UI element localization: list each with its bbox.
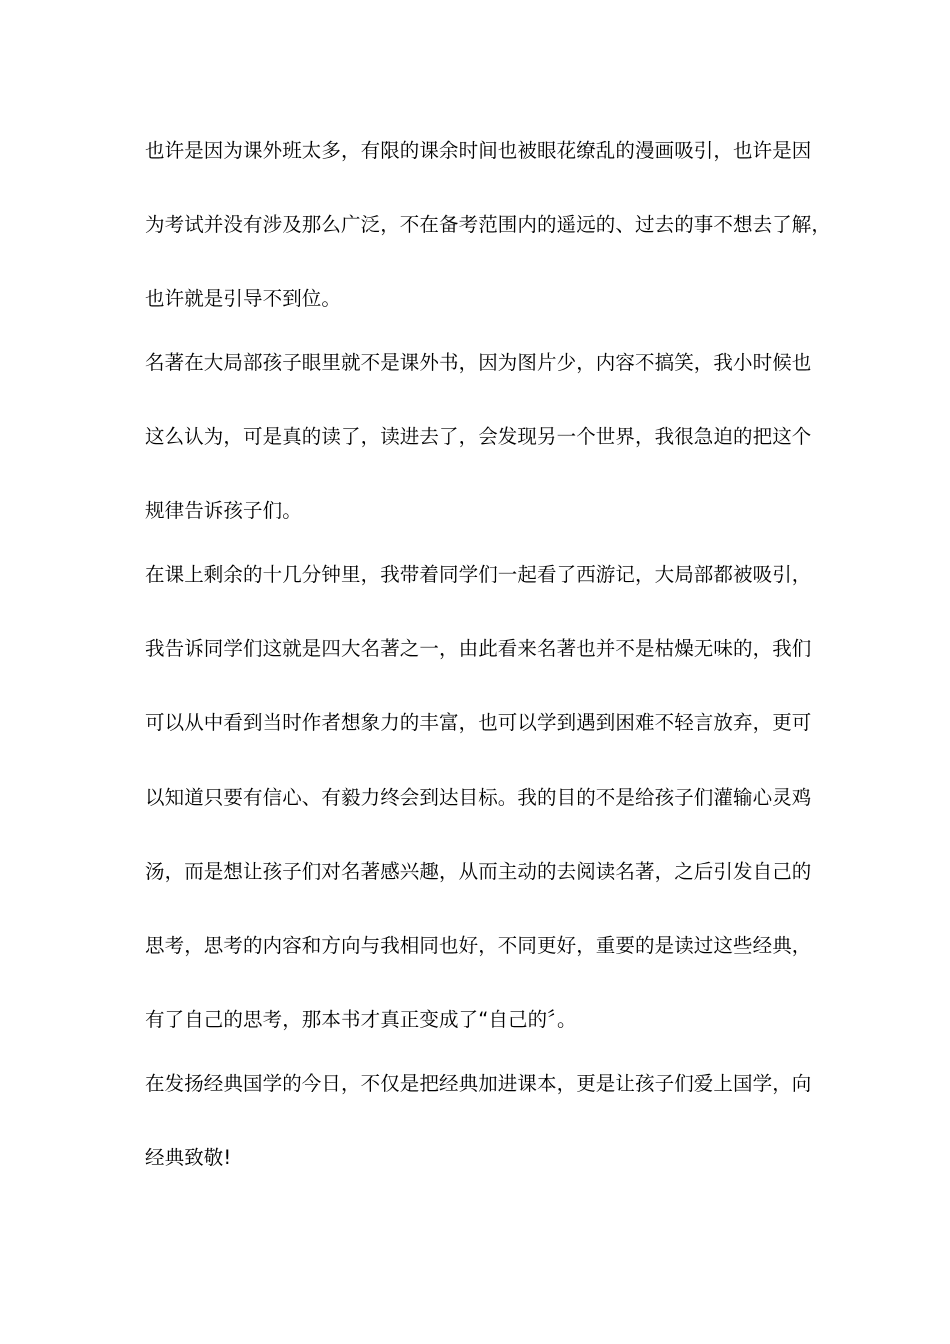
paragraph-3-line-4: 以知道只要有信心、有毅力终会到达目标。我的目的不是给孩子们灌输心灵鸡 xyxy=(145,786,812,809)
paragraph-3-line-5: 汤，而是想让孩子们对名著感兴趣，从而主动的去阅读名著，之后引发自己的 xyxy=(145,860,812,883)
paragraph-1-line-1: 也许是因为课外班太多，有限的课余时间也被眼花缭乱的漫画吸引，也许是因 xyxy=(145,139,812,162)
paragraph-2-line-3: 规律告诉孩子们。 xyxy=(145,499,302,522)
paragraph-2-line-2: 这么认为，可是真的读了，读进去了，会发现另一个世界，我很急迫的把这个 xyxy=(145,425,812,448)
paragraph-3-line-6: 思考，思考的内容和方向与我相同也好，不同更好，重要的是读过这些经典， xyxy=(145,934,812,957)
paragraph-3-line-1: 在课上剩余的十几分钟里，我带着同学们一起看了西游记，大局部都被吸引， xyxy=(145,563,812,586)
paragraph-2-line-1: 名著在大局部孩子眼里就不是课外书，因为图片少，内容不搞笑，我小时候也 xyxy=(145,351,812,374)
paragraph-4-line-2: 经典致敬! xyxy=(145,1146,232,1169)
paragraph-1-line-3: 也许就是引导不到位。 xyxy=(145,287,342,310)
paragraph-3-line-2: 我告诉同学们这就是四大名著之一，由此看来名著也并不是枯燥无味的，我们 xyxy=(145,637,812,660)
paragraph-1-line-2: 为考试并没有涉及那么广泛，不在备考范围内的遥远的、过去的事不想去了解， xyxy=(145,213,832,236)
paragraph-3-line-3: 可以从中看到当时作者想象力的丰富，也可以学到遇到困难不轻言放弃，更可 xyxy=(145,711,812,734)
paragraph-3-line-7: 有了自己的思考，那本书才真正变成了“自己的〞。 xyxy=(145,1008,577,1031)
paragraph-4-line-1: 在发扬经典国学的今日，不仅是把经典加进课本，更是让孩子们爱上国学，向 xyxy=(145,1072,812,1095)
